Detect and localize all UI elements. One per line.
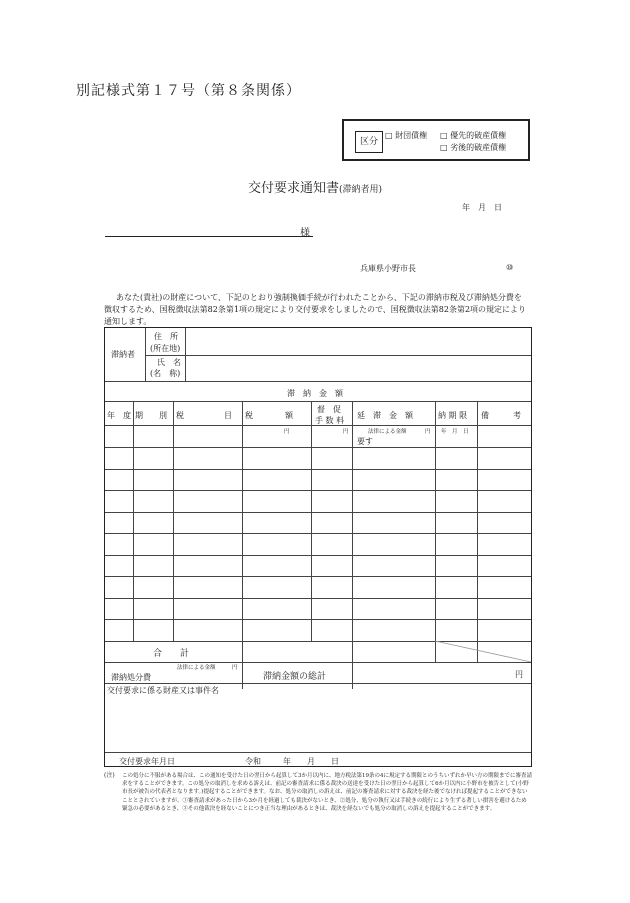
category-label: 区分: [355, 131, 383, 153]
seal-mark: ⑩: [506, 263, 514, 272]
header-date: 年 月 日: [462, 203, 502, 212]
grand-total-label: 滞納金額の総計: [263, 672, 327, 682]
address-label: 住 所: [154, 332, 178, 341]
category-option-subordinate[interactable]: □ 劣後的破産債権: [440, 143, 507, 152]
disposal-yen: 円: [232, 665, 238, 671]
request-date-era: 令和: [245, 757, 261, 766]
name-label: 氏 名: [157, 358, 181, 367]
unit-yen-delinquency: 円: [425, 429, 431, 435]
legal-amount-note: 法律による金額: [368, 429, 407, 435]
col-delinquency: 延 滞 金 額: [357, 411, 413, 420]
col-fee: 督 促: [317, 405, 341, 414]
addressee-suffix: 様: [300, 228, 310, 239]
col-remarks: 備 考: [481, 411, 521, 420]
request-date-ymd: 年 月 日: [283, 757, 339, 766]
amount-header: 滞 納 金 額: [287, 389, 343, 398]
deadline-format: 年 月 日: [441, 429, 469, 435]
unit-yen-tax: 円: [284, 429, 290, 435]
taxpayer-label: 滞納者: [111, 350, 135, 359]
col-deadline: 納 期 限: [438, 411, 468, 420]
name-sub: (名 称): [150, 369, 181, 378]
col-period: 期 別: [135, 411, 167, 420]
col-tax-amount: 税 額: [245, 411, 293, 420]
notes-text: この処分に不服がある場合は、この通知を受けた日の翌日から起算して3か月以内に、地方税法第19条の4に規定する期限とのうちいずれか早い方の期限までに審査請求をすることができます。この処分の取消しを求める訴えは、前記の審査請求に係る裁決の送達を受けた日の翌日から起算して6か月以内に小野市を被告として(小野市長が被告の代表者となります。)提起することができます。なお、処分の取消しの訴えは、前記の審査請求に対する裁決を経た後でなければ提起することができないこととされていますが、①審査請求があった日から3か月を経過しても裁決がないとき、②処分、処分の執行又は手続きの続行により生ずる著しい損害を避けるため緊急の必要があるとき、③その他裁決を経ないことにつき正当な理由があるときは、裁決を経ないでも処分の取消しの訴えを提起することができます。: [122, 773, 533, 812]
total-diagonal: [435, 641, 531, 662]
issuer: 兵庫県小野市長: [360, 264, 416, 273]
col-fee-2: 手 数 料: [315, 416, 345, 425]
category-option-priority[interactable]: □ 優先的破産債権: [440, 131, 507, 140]
page-title: 交付要求通知書(滞納者用): [247, 181, 383, 196]
title-subtitle: (滞納者用): [338, 185, 383, 195]
addressee-line[interactable]: [105, 236, 313, 237]
col-year: 年 度: [107, 411, 131, 420]
notes-mark: (注): [104, 772, 115, 779]
col-tax-item: 税 目: [176, 411, 232, 420]
main-table: [104, 327, 532, 767]
total-label: 合 計: [153, 649, 190, 659]
disposal-fee-label: 滞納処分費: [111, 673, 151, 682]
property-field[interactable]: [107, 698, 527, 750]
category-option-foundation[interactable]: □ 財団債権: [385, 131, 428, 140]
body-text: あなた(貴社)の財産について、下記のとおり強制換価手続が行われたことから、下記の滞納市税及び滞納処分費を徴収するため、国税徴収法第82条第1項の規定により交付要求をしましたので、国税徴収法第82条第2項の規定により通知します。: [104, 293, 527, 326]
form-id: 別記様式第１７号（第８条関係）: [76, 83, 301, 99]
needed-note: 要す: [357, 437, 373, 446]
address-sub: (所在地): [150, 344, 181, 353]
disposal-legal-note: 法律による金額: [177, 665, 216, 671]
address-field[interactable]: [187, 330, 529, 353]
unit-yen-fee: 円: [343, 429, 349, 435]
grand-total-yen: 円: [515, 670, 523, 679]
property-label: 交付要求に係る財産又は事件名: [107, 686, 219, 695]
request-date-label: 交付要求年月日: [119, 757, 175, 766]
name-field[interactable]: [187, 357, 529, 379]
